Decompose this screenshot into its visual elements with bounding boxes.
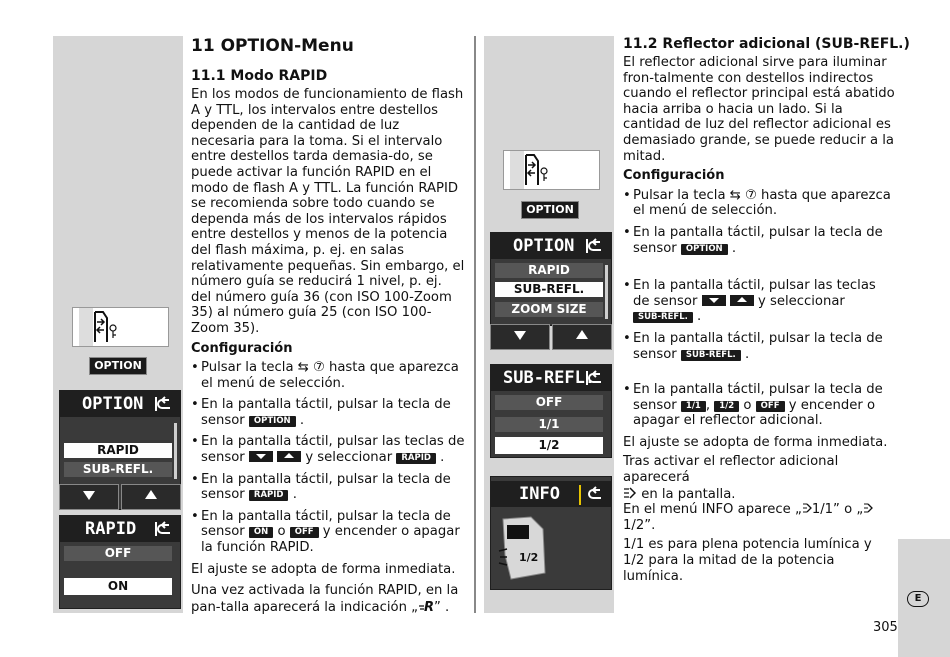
screen-title: INFO <box>491 481 611 507</box>
menu-item-zoom-size[interactable]: ZOOM SIZE <box>495 302 603 317</box>
right-text-block <box>623 55 895 584</box>
option-key[interactable]: OPTION <box>521 201 579 219</box>
arrow-up-icon <box>145 490 157 499</box>
section-heading-rapid: 11.1 Modo RAPID <box>191 68 328 84</box>
screen-title: OPTION <box>491 233 611 259</box>
screen-title: OPTION <box>60 391 180 417</box>
steps-list <box>191 360 465 556</box>
rapid-indicator-note: Una vez activada la función RAPID, en la pan-talla aparecerá la indicación „ R ” . <box>191 583 459 615</box>
mode-button-illustration <box>72 307 169 347</box>
arrow-down-icon <box>249 451 273 462</box>
column-divider <box>474 36 476 613</box>
option-full[interactable]: 1/1 <box>495 417 603 432</box>
back-icon[interactable] <box>585 368 605 388</box>
step-3: • En la pantalla táctil, pulsar las teclas de sensor y seleccionar SUB-REFL. . <box>623 278 895 325</box>
page-title: 11 OPTION-Menu <box>191 36 354 56</box>
full-chip: 1/1 <box>681 401 706 412</box>
off-chip: OFF <box>290 527 319 538</box>
arrow-up-icon <box>730 295 754 306</box>
svg-text:R: R <box>423 599 434 612</box>
back-icon[interactable] <box>585 236 605 256</box>
config-heading: Configuración <box>623 168 725 184</box>
sub-refl-screen <box>490 364 612 458</box>
config-heading: Configuración <box>191 340 293 356</box>
steps-list <box>623 188 895 429</box>
sub-refl-intro: El reflector adicional sirve para iluminar fron-talmente con destellos indirectos cuando el reflector principal está abatido hacia arriba o hacia un lado. Si la cantidad de luz del reflector adicional es demasiado grande, se puede reducir a la mitad. <box>623 55 895 164</box>
arrow-down-icon <box>702 295 726 306</box>
power-note: 1/1 es para plena potencia lumínica y 1/2 para la mitad de la potencia lumínica. <box>623 537 872 584</box>
language-badge: E <box>907 591 929 607</box>
separator <box>579 485 581 505</box>
menu-item-sub-refl[interactable]: SUB-REFL. <box>64 462 172 477</box>
indicator-note: Tras activar el reflector adicional aparecerá en la pantalla. En el menú INFO aparece „ 1/1” o „1/2”. <box>623 454 895 533</box>
rapid-chip: RAPID <box>249 490 289 501</box>
arrow-down-icon <box>83 491 95 500</box>
back-icon[interactable] <box>154 519 174 539</box>
scrollbar[interactable] <box>605 265 608 319</box>
flash-head-icon <box>497 515 557 583</box>
step-2: • En la pantalla táctil, pulsar la tecla de sensor OPTION . <box>623 225 895 256</box>
flash-mode-icon <box>504 151 599 189</box>
half-chip: 1/2 <box>714 401 739 412</box>
option-chip: OPTION <box>681 244 728 255</box>
step-1: • Pulsar la tecla ⇆ ⑦ hasta que aparezca el menú de selección. <box>191 360 465 391</box>
rapid-indicator-icon <box>418 599 434 612</box>
arrow-up-icon <box>277 451 301 462</box>
sub-refl-indicator-icon <box>623 486 637 499</box>
option-key[interactable]: OPTION <box>89 357 147 375</box>
immediate-note: El ajuste se adopta de forma inmediata. <box>191 561 456 577</box>
step-1: • Pulsar la tecla ⇆ ⑦ hasta que aparezca el menú de selección. <box>623 188 895 219</box>
step-4: • En la pantalla táctil, pulsar la tecla de sensor SUB-REFL. . <box>623 331 895 362</box>
step-5: • En la pantalla táctil, pulsar la tecla de sensor 1/1 , 1/2 o OFF y encender o apagar el reflector adicional. <box>623 382 895 429</box>
scroll-up-button[interactable] <box>121 484 181 510</box>
option-menu-screen <box>490 232 612 326</box>
on-chip: ON <box>249 527 273 538</box>
rapid-chip: RAPID <box>396 453 436 464</box>
step-2: • En la pantalla táctil, pulsar la tecla de sensor OPTION . <box>191 397 465 428</box>
svg-text:1/2: 1/2 <box>519 551 539 564</box>
screen-title: SUB-REFL. <box>491 365 611 391</box>
step-5: • En la pantalla táctil, pulsar la tecla de sensor ON o OFF y encender o apagar la función RAPID. <box>191 509 465 556</box>
left-text-block <box>191 87 465 615</box>
sub-refl-chip: SUB-REFL. <box>633 312 693 323</box>
sub-refl-indicator-icon <box>802 502 812 514</box>
scroll-down-button[interactable] <box>59 484 119 510</box>
menu-item-sub-refl[interactable]: SUB-REFL. <box>495 282 603 297</box>
mode-button-illustration <box>503 150 600 190</box>
menu-item-rapid[interactable]: RAPID <box>495 263 603 278</box>
scroll-down-button[interactable] <box>490 324 550 350</box>
scroll-up-button[interactable] <box>552 324 612 350</box>
rapid-intro: En los modos de funcionamiento de flash A y TTL, los intervalos entre destellos dependen de la cantidad de luz necesaria para la toma. Si el intervalo entre destellos tarda demasia-do, se puede activar la función RAPID en el modo de flash A y TTL. La función RAPID se recomienda sobre todo cuando se dependa más de los intervalos rápidos entre destellos y menos de la potencia del flash máxima, p. ej. en salas relativamente pequeñas. Sin embargo, el número guía se reducirá 1 nivel, p. ej. del número guía 36 (con ISO 100-Zoom 35) al número guía 25 (con ISO 100-Zoom 35). <box>191 87 465 336</box>
back-icon[interactable] <box>585 484 605 504</box>
arrow-down-icon <box>514 331 526 340</box>
option-off[interactable]: OFF <box>64 546 172 561</box>
immediate-note: El ajuste se adopta de forma inmediata. <box>623 434 888 450</box>
screen-title: RAPID <box>60 516 180 542</box>
option-half[interactable]: 1/2 <box>495 437 603 454</box>
step-3: • En la pantalla táctil, pulsar las teclas de sensor y seleccionar RAPID . <box>191 434 465 465</box>
step-4: • En la pantalla táctil, pulsar la tecla de sensor RAPID . <box>191 472 465 503</box>
info-screen <box>490 476 612 590</box>
back-icon[interactable] <box>154 394 174 414</box>
option-on[interactable]: ON <box>64 578 172 595</box>
option-off[interactable]: OFF <box>495 395 603 410</box>
sub-refl-chip: SUB-REFL. <box>681 350 741 361</box>
rapid-screen <box>59 515 181 609</box>
page-number: 305 <box>873 620 898 635</box>
sub-refl-indicator-icon <box>863 502 873 514</box>
off-chip: OFF <box>756 401 785 412</box>
menu-item-rapid[interactable]: RAPID <box>64 443 172 458</box>
scrollbar[interactable] <box>174 423 177 479</box>
option-chip: OPTION <box>249 416 296 427</box>
section-heading-sub-refl: 11.2 Reflector adicional (SUB-REFL.) <box>623 36 910 52</box>
flash-mode-icon <box>73 308 168 346</box>
arrow-up-icon <box>576 330 588 339</box>
